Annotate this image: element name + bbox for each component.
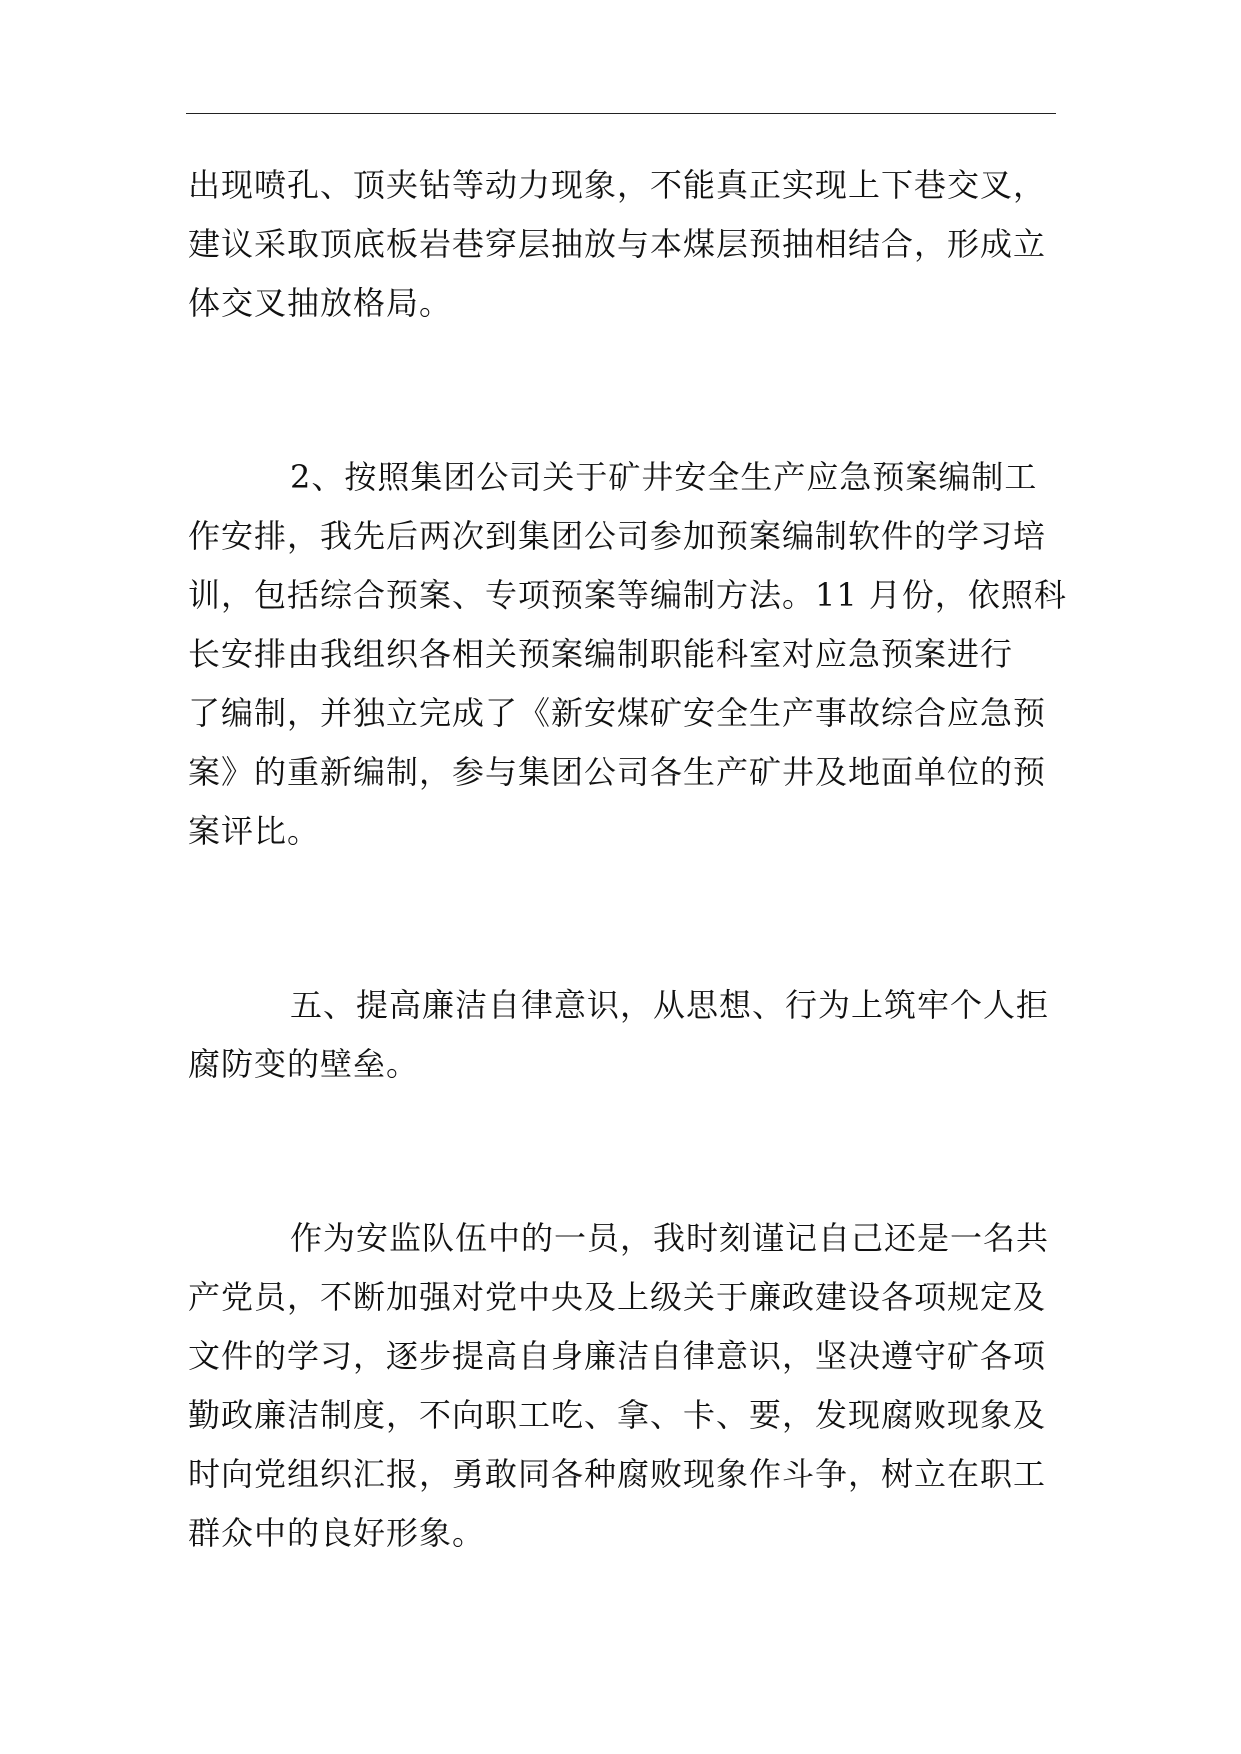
text-line: 时向党组织汇报，勇敢同各种腐败现象作斗争，树立在职工 — [188, 1455, 1047, 1493]
text-line: 案评比。 — [188, 812, 321, 850]
text-line: 案》的重新编制，参与集团公司各生产矿井及地面单位的预 — [188, 753, 1047, 791]
text-line: 长安排由我组织各相关预案编制职能科室对应急预案进行 — [188, 635, 1014, 673]
text-line: 2、按照集团公司关于矿井安全生产应急预案编制工 — [290, 458, 1038, 496]
text-line: 体交叉抽放格局。 — [188, 284, 453, 322]
text-line: 作安排，我先后两次到集团公司参加预案编制软件的学习培 — [188, 517, 1047, 555]
text-line: 产党员，不断加强对党中央及上级关于廉政建设各项规定及 — [188, 1278, 1047, 1316]
text-line: 腐防变的壁垒。 — [188, 1045, 420, 1083]
text-line: 训，包括综合预案、专项预案等编制方法。11 月份，依照科 — [188, 576, 1067, 614]
text-line: 建议采取顶底板岩巷穿层抽放与本煤层预抽相结合，形成立 — [188, 225, 1047, 263]
text-line: 勤政廉洁制度，不向职工吃、拿、卡、要，发现腐败现象及 — [188, 1396, 1047, 1434]
text-line: 作为安监队伍中的一员，我时刻谨记自己还是一名共 — [290, 1219, 1050, 1257]
text-line: 五、提高廉洁自律意识，从思想、行为上筑牢个人拒 — [290, 986, 1050, 1024]
text-line: 群众中的良好形象。 — [188, 1514, 486, 1552]
text-line: 了编制，并独立完成了《新安煤矿安全生产事故综合应急预 — [188, 694, 1047, 732]
header-rule — [186, 113, 1056, 114]
text-line: 出现喷孔、顶夹钻等动力现象，不能真正实现上下巷交叉， — [188, 166, 1047, 204]
text-line: 文件的学习，逐步提高自身廉洁自律意识，坚决遵守矿各项 — [188, 1337, 1047, 1375]
